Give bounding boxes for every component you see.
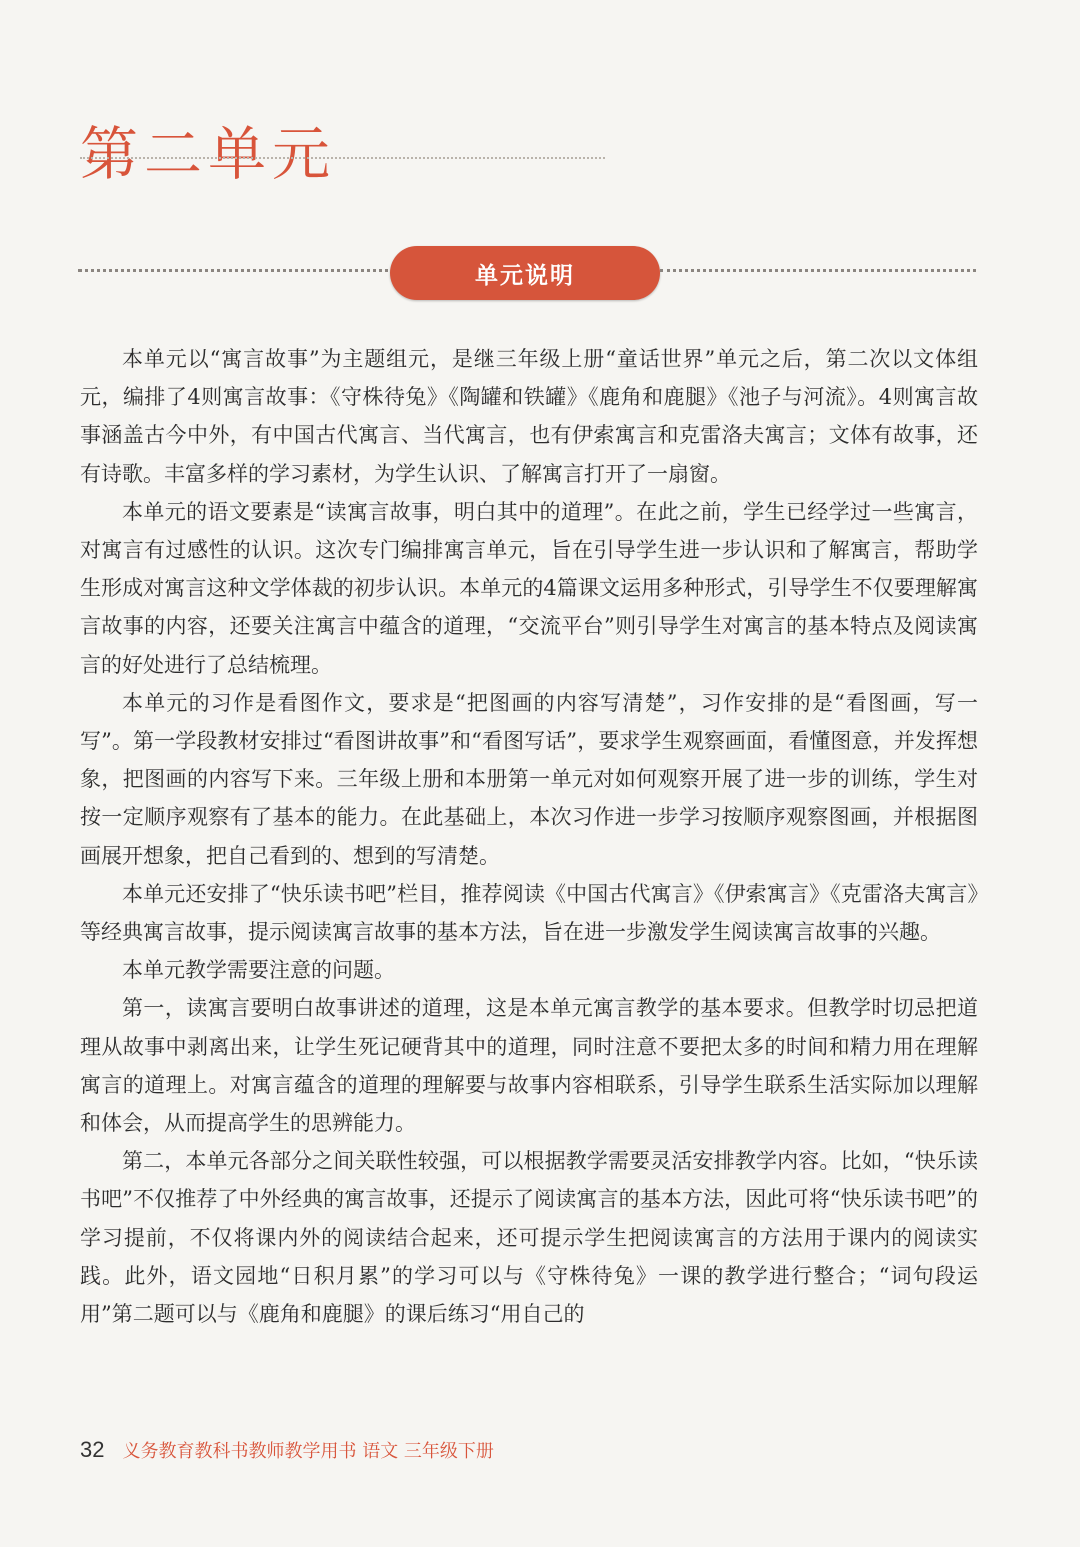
paragraph-2: 本单元的语文要素是“读寓言故事，明白其中的道理”。在此之前，学生已经学过一些寓言，对寓言有过感性的认识。这次专门编排寓言单元，旨在引导学生进一步认识和了解寓言，帮助学生形成对寓言这种文学体裁的初步认识。本单元的4篇课文运用多种形式，引导学生不仅要理解寓言故事的内容，还要关注寓言中蕴含的道理，“交流平台”则引导学生对寓言的基本特点及阅读寓言的好处进行了总结梳理。: [80, 499, 978, 677]
section-dotted-line-left: [78, 269, 396, 272]
paragraph-6: 第一，读寓言要明白故事讲述的道理，这是本单元寓言教学的基本要求。但教学时切忌把道理从故事中剥离出来，让学生死记硬背其中的道理，同时注意不要把太多的时间和精力用在理解寓言的道理上。对寓言蕴含的道理的理解要与故事内容相联系，引导学生联系生活实际加以理解和体会，从而提高学生的思辨能力。: [80, 996, 978, 1136]
body-text: [80, 340, 978, 1333]
title-divider: [80, 157, 605, 159]
section-dotted-line-right: [660, 269, 976, 272]
paragraph-1: 本单元以“寓言故事”为主题组元，是继三年级上册“童话世界”单元之后，第二次以文体组元，编排了4则寓言故事：《守株待兔》《陶罐和铁罐》《鹿角和鹿腿》《池子与河流》。4则寓言故事涵盖古今中外，有中国古代寓言、当代寓言，也有伊索寓言和克雷洛夫寓言；文体有故事，还有诗歌。丰富多样的学习素材，为学生认识、了解寓言打开了一扇窗。: [80, 347, 978, 486]
paragraph-7: 第二，本单元各部分之间关联性较强，可以根据教学需要灵活安排教学内容。比如，“快乐读书吧”不仅推荐了中外经典的寓言故事，还提示了阅读寓言的基本方法，因此可将“快乐读书吧”的学习提前，不仅将课内外的阅读结合起来，还可提示学生把阅读寓言的方法用于课内的阅读实践。此外，语文园地“日积月累”的学习可以与《守株待兔》一课的教学进行整合；“词句段运用”第二题可以与《鹿角和鹿腿》的课后练习“用自己的: [80, 1149, 978, 1327]
page-number: 32: [80, 1437, 105, 1462]
paragraph-4: 本单元还安排了“快乐读书吧”栏目，推荐阅读《中国古代寓言》《伊索寓言》《克雷洛夫寓言》等经典寓言故事，提示阅读寓言故事的基本方法，旨在进一步激发学生阅读寓言故事的兴趣。: [80, 881, 978, 945]
page-footer: [80, 1437, 494, 1463]
paragraph-5: 本单元教学需要注意的问题。: [122, 958, 395, 983]
paragraph-3: 本单元的习作是看图作文，要求是“把图画的内容写清楚”，习作安排的是“看图画，写一写”。第一学段教材安排过“看图讲故事”和“看图写话”，要求学生观察画面，看懂图意，并发挥想象，把图画的内容写下来。三年级上册和本册第一单元对如何观察开展了进一步的训练，学生对按一定顺序观察有了基本的能力。在此基础上，本次习作进一步学习按顺序观察图画，并根据图画展开想象，把自己看到的、想到的写清楚。: [80, 690, 978, 868]
unit-title: 第二单元: [80, 119, 337, 188]
section-header: [78, 246, 976, 300]
section-header-label: 单元说明: [390, 246, 660, 300]
book-title: 义务教育教科书教师教学用书 语文 三年级下册: [122, 1441, 494, 1462]
